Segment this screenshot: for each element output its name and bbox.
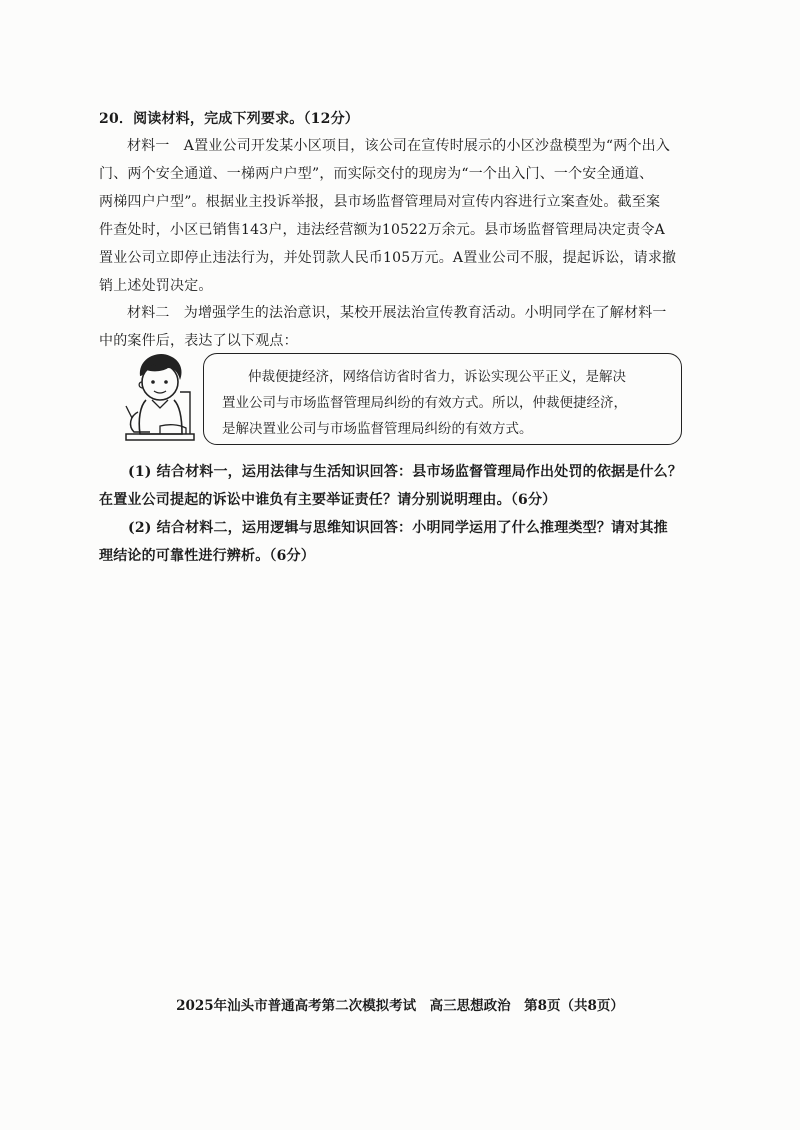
speech-line: 是解决置业公司与市场监督管理局纠纷的有效方式。 [222,421,533,437]
material1-line: 件查处时，小区已销售143户，违法经营额为10522万余元。县市场监督管理局决定责令A [99,222,665,238]
speech-line: 仲裁便捷经济，网络信访省时省力，诉讼实现公平正义，是解决 [248,369,626,385]
student-illustration [120,346,200,446]
material2-line: 中的案件后，表达了以下观点： [99,333,298,349]
speech-line: 置业公司与市场监督管理局纠纷的有效方式。所以，仲裁便捷经济， [222,395,627,411]
material1-line: 门、两个安全通道、一梯两户户型”，而实际交付的现房为“一个出入门、一个安全通道、 [99,166,654,182]
material2-line: 材料二 为增强学生的法治意识，某校开展法治宣传教育活动。小明同学在了解材料一 [127,305,667,321]
sub-question-1: 在置业公司提起的诉讼中谁负有主要举证责任？请分别说明理由。（6分） [99,492,557,508]
question-header: 20．阅读材料，完成下列要求。（12分） [99,111,359,127]
material1-line: 置业公司立即停止违法行为，并处罚款人民币105万元。A置业公司不服，提起诉讼，请求撤 [99,250,677,266]
page-footer: 2025年汕头市普通高考第二次模拟考试 高三思想政治 第8页（共8页） [176,998,624,1014]
material1-line: 销上述处罚决定。 [99,278,213,294]
sub-question-2: 理结论的可靠性进行辨析。（6分） [99,548,315,564]
material1-line: 材料一 A置业公司开发某小区项目，该公司在宣传时展示的小区沙盘模型为“两个出入 [127,138,671,154]
material1-line: 两梯四户户型”。根据业主投诉举报，县市场监督管理局对宣传内容进行立案查处。截至案 [99,194,661,210]
speech-bubble [203,353,682,445]
sub-question-1: (1) 结合材料一，运用法律与生活知识回答：县市场监督管理局作出处罚的依据是什么？ [128,464,683,480]
sub-question-2: (2) 结合材料二，运用逻辑与思维知识回答：小明同学运用了什么推理类型？请对其推 [128,520,668,536]
